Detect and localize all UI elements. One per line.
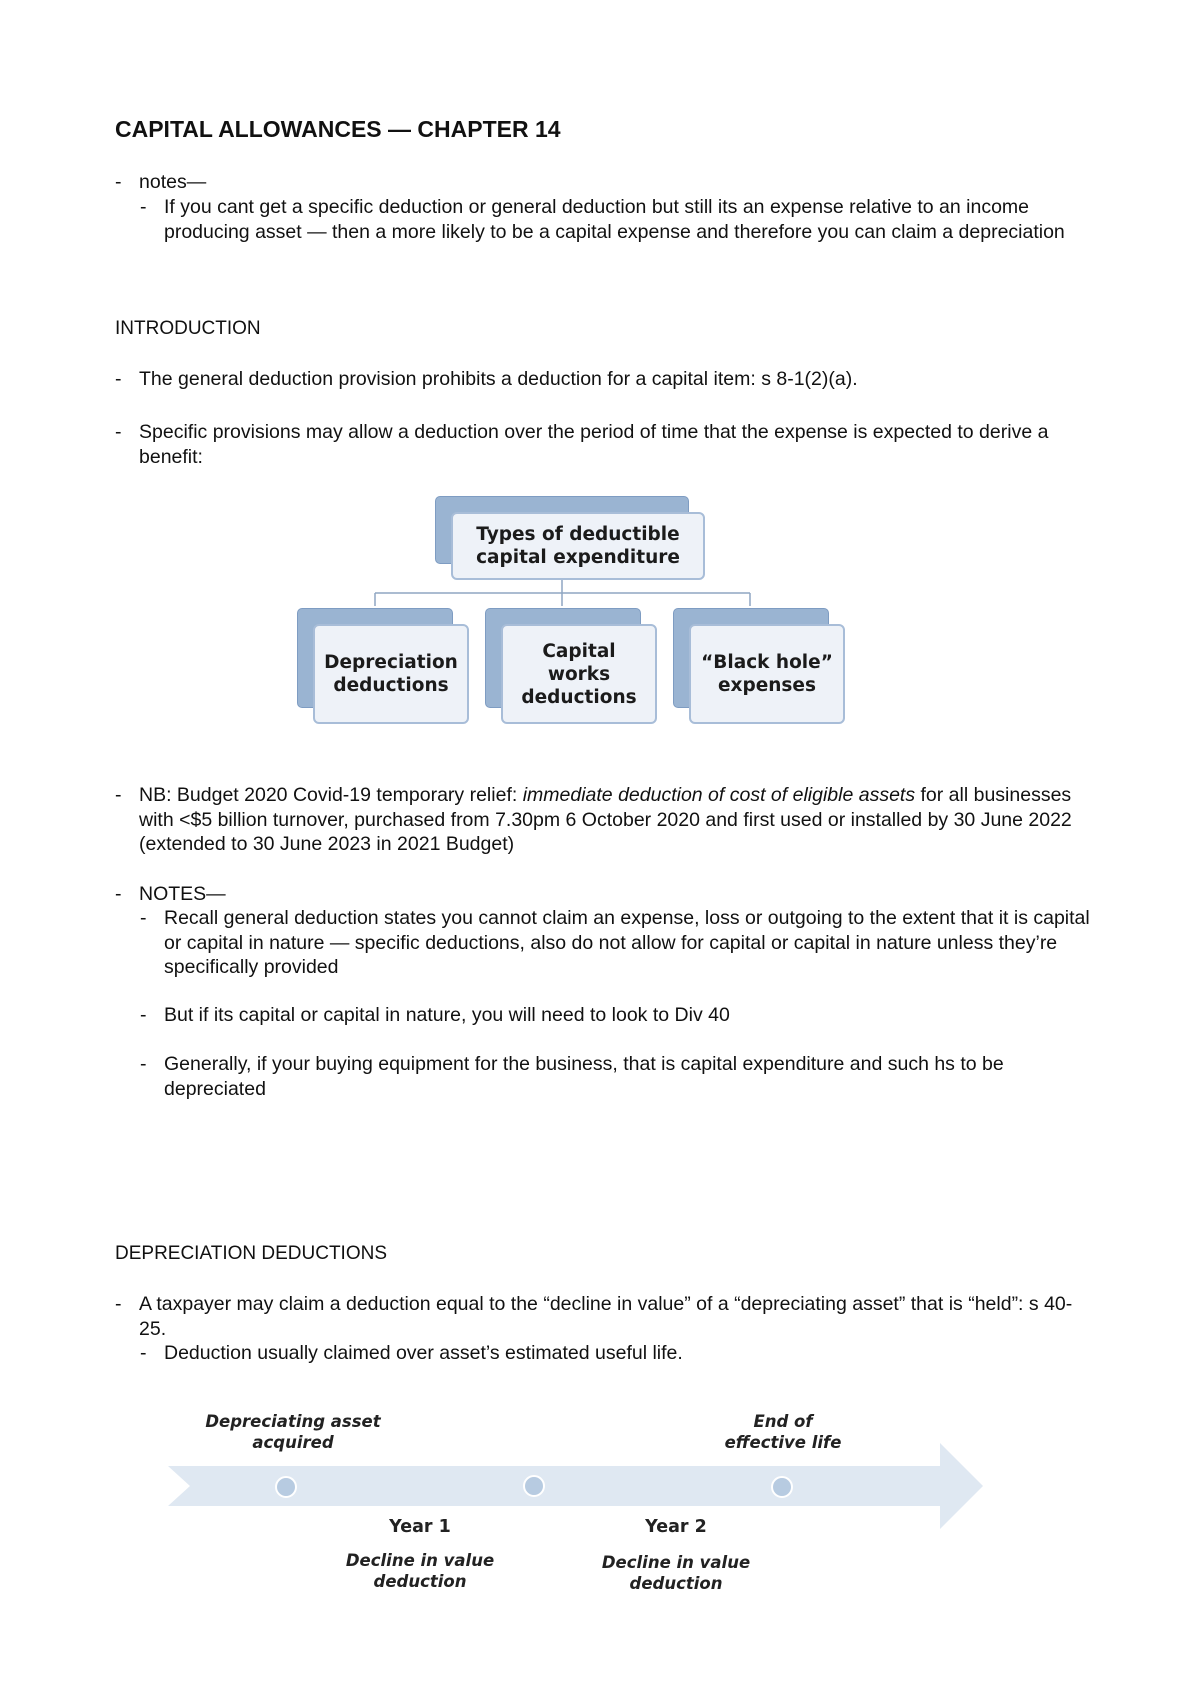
depreciation-timeline bbox=[168, 1395, 1000, 1615]
timeline-year-2: Year 2 bbox=[645, 1517, 707, 1537]
bullet-dash: - bbox=[140, 196, 147, 218]
diagram-box-line: Capital bbox=[542, 640, 616, 662]
bullet-dash: - bbox=[140, 907, 147, 929]
nb-text bbox=[139, 783, 1099, 857]
diagram-box-line: deductions bbox=[333, 675, 449, 696]
bullet-dash: - bbox=[115, 171, 122, 193]
bullet-dash: - bbox=[115, 883, 122, 905]
intro-bullet-2 bbox=[115, 420, 1099, 469]
diagram-box-line: works bbox=[547, 663, 611, 685]
notes-label: notes— bbox=[139, 171, 207, 193]
intro-bullet-2-text: Specific provisions may allow a deduction over the period of time that the expense is expected to derive a benefit: bbox=[139, 421, 1049, 468]
timeline-decline-2: Decline in value deduction bbox=[601, 1553, 751, 1593]
depreciation-heading: DEPRECIATION DEDUCTIONS bbox=[115, 1243, 388, 1264]
notes-subitem bbox=[140, 195, 1099, 244]
notes2-subitem-text: Recall general deduction states you cannot claim an expense, loss or outgoing to the extent that it is capital or capital in nature — specific deductions, also do not allow for capital or capital in nature unless they’re specifically provided bbox=[164, 907, 1090, 978]
notes2-subitem-3 bbox=[140, 1052, 1099, 1101]
diagram-box-line: “Black hole” bbox=[701, 652, 833, 673]
timeline-end-label: End of effective life bbox=[724, 1412, 842, 1452]
diagram-box-line: expenses bbox=[717, 675, 816, 696]
notes2-subitem-2 bbox=[140, 1003, 1099, 1028]
notes2-item bbox=[115, 882, 1099, 907]
diagram-top-line-1: Types of deductible bbox=[476, 524, 680, 545]
notes-item bbox=[115, 170, 1099, 195]
notes2-label: NOTES— bbox=[139, 883, 226, 905]
bullet-dash: - bbox=[115, 784, 122, 806]
bullet-dash: - bbox=[115, 368, 122, 390]
timeline-start-label: Depreciating asset acquired bbox=[205, 1412, 381, 1452]
notes2-subitem-text: But if its capital or capital in nature, you will need to look to Div 40 bbox=[164, 1004, 730, 1026]
capital-expenditure-diagram bbox=[290, 490, 850, 730]
nb-item bbox=[115, 783, 1099, 857]
bullet-dash: - bbox=[140, 1004, 147, 1026]
diagram-box-line: Depreciation bbox=[324, 652, 458, 673]
bullet-dash: - bbox=[140, 1053, 147, 1075]
timeline-dot bbox=[276, 1477, 296, 1497]
intro-bullet-1 bbox=[115, 367, 1099, 392]
diagram-top-box bbox=[435, 496, 705, 580]
diagram-box-black-hole bbox=[673, 608, 845, 724]
timeline-year-1: Year 1 bbox=[389, 1517, 451, 1537]
timeline-decline-1: Decline in value deduction bbox=[345, 1551, 495, 1591]
nb-prefix: NB: Budget 2020 Covid-19 temporary relief: bbox=[139, 784, 523, 806]
depreciation-bullet-text: A taxpayer may claim a deduction equal to the “decline in value” of a “depreciating asset” that is “held”: s 40-25. bbox=[139, 1293, 1073, 1340]
timeline-dot bbox=[772, 1477, 792, 1497]
depreciation-bullet bbox=[115, 1292, 1099, 1341]
diagram-box-capital-works bbox=[485, 608, 657, 724]
page-title: CAPITAL ALLOWANCES — CHAPTER 14 bbox=[115, 116, 561, 142]
intro-bullet-1-text: The general deduction provision prohibits a deduction for a capital item: s 8-1(2)(a). bbox=[139, 368, 858, 390]
bullet-dash: - bbox=[140, 1342, 147, 1364]
bullet-dash: - bbox=[115, 421, 122, 443]
notes-text: If you cant get a specific deduction or general deduction but still its an expense relative to an income producing asset — then a more likely to be a capital expense and therefore you can claim a depreciation bbox=[164, 196, 1065, 243]
timeline-dot bbox=[524, 1476, 544, 1496]
diagram-box-depreciation bbox=[297, 608, 469, 724]
introduction-heading: INTRODUCTION bbox=[115, 318, 261, 339]
nb-italic: immediate deduction of cost of eligible assets bbox=[522, 784, 916, 806]
diagram-box-line: deductions bbox=[521, 686, 637, 708]
depreciation-subitem-text: Deduction usually claimed over asset’s estimated useful life. bbox=[164, 1342, 683, 1364]
notes2-subitem-1 bbox=[140, 906, 1099, 980]
depreciation-subitem bbox=[140, 1341, 1099, 1366]
bullet-dash: - bbox=[115, 1293, 122, 1315]
notes2-subitem-text: Generally, if your buying equipment for the business, that is capital expenditure and such hs to be depreciated bbox=[164, 1053, 1004, 1100]
nb-suffix: for all businesses with <$5 billion turnover, purchased from 7.30pm 6 October 2020 and first used or installed by 30 June 2022 (extended to 30 June 2023 in 2021 Budget) bbox=[139, 784, 1072, 855]
diagram-top-line-2: capital expenditure bbox=[476, 547, 680, 568]
